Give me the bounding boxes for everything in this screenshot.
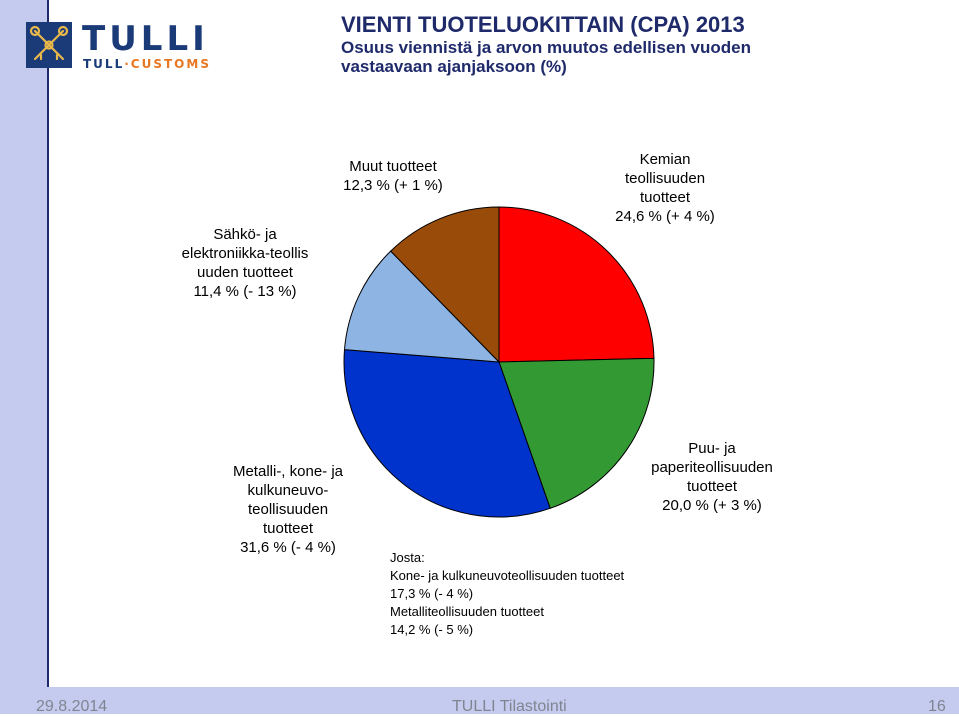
- label-line: uuden tuotteet: [197, 264, 293, 281]
- logo-wordmark: TULLI: [82, 19, 209, 59]
- note-line: Metalliteollisuuden tuotteet: [390, 604, 544, 619]
- label-line: Metalli-, kone- ja: [232, 463, 344, 480]
- label-line: paperiteollisuuden: [651, 459, 773, 476]
- label-line: Kemian: [639, 151, 691, 168]
- footer-page-number: 16: [928, 698, 946, 715]
- label-line: 24,6 % (+ 4 %): [615, 208, 715, 225]
- footer-center: TULLI Tilastointi: [452, 698, 567, 715]
- label-line: 11,4 % (- 13 %): [193, 283, 297, 300]
- label-line: tuotteet: [686, 478, 738, 495]
- note-line: 14,2 % (- 5 %): [390, 622, 474, 637]
- logo-sub-right: CUSTOMS: [130, 57, 211, 71]
- label-line: 31,6 % (- 4 %): [240, 539, 336, 556]
- label-line: Sähkö- ja: [213, 226, 277, 243]
- page-title: VIENTI TUOTELUOKITTAIN (CPA) 2013: [341, 12, 745, 37]
- label-line: 12,3 % (+ 1 %): [343, 177, 443, 194]
- label-line: kulkuneuvo-: [247, 482, 329, 499]
- slice-label-sahko: [150, 225, 340, 301]
- note-line: Kone- ja kulkuneuvoteollisuuden tuotteet: [390, 568, 625, 583]
- note-line: 17,3 % (- 4 %): [390, 586, 474, 601]
- pie-slice-kemian: [499, 207, 654, 362]
- slice-label-kemian: [600, 150, 730, 226]
- logo-sub-dot: ·: [124, 57, 131, 71]
- label-line: Muut tuotteet: [349, 158, 437, 175]
- note-line: Josta:: [390, 550, 425, 565]
- chart-note: [390, 549, 624, 639]
- label-line: 20,0 % (+ 3 %): [662, 497, 762, 514]
- label-line: tuotteet: [639, 189, 691, 206]
- slice-label-metalli: [200, 462, 376, 557]
- label-line: teollisuuden: [624, 170, 706, 187]
- label-line: tuotteet: [262, 520, 314, 537]
- slice-label-puu: [612, 439, 812, 515]
- page-subtitle: Osuus viennistä ja arvon muutos edellisen vuoden vastaavaan ajanjaksoon (%): [341, 38, 751, 76]
- footer-date: 29.8.2014: [36, 698, 108, 715]
- logo-sub-left: TULL: [83, 57, 125, 71]
- slice-label-muut: [318, 157, 468, 195]
- label-line: teollisuuden: [247, 501, 329, 518]
- label-line: Puu- ja: [688, 440, 736, 457]
- label-line: elektroniikka-teollis: [181, 245, 309, 262]
